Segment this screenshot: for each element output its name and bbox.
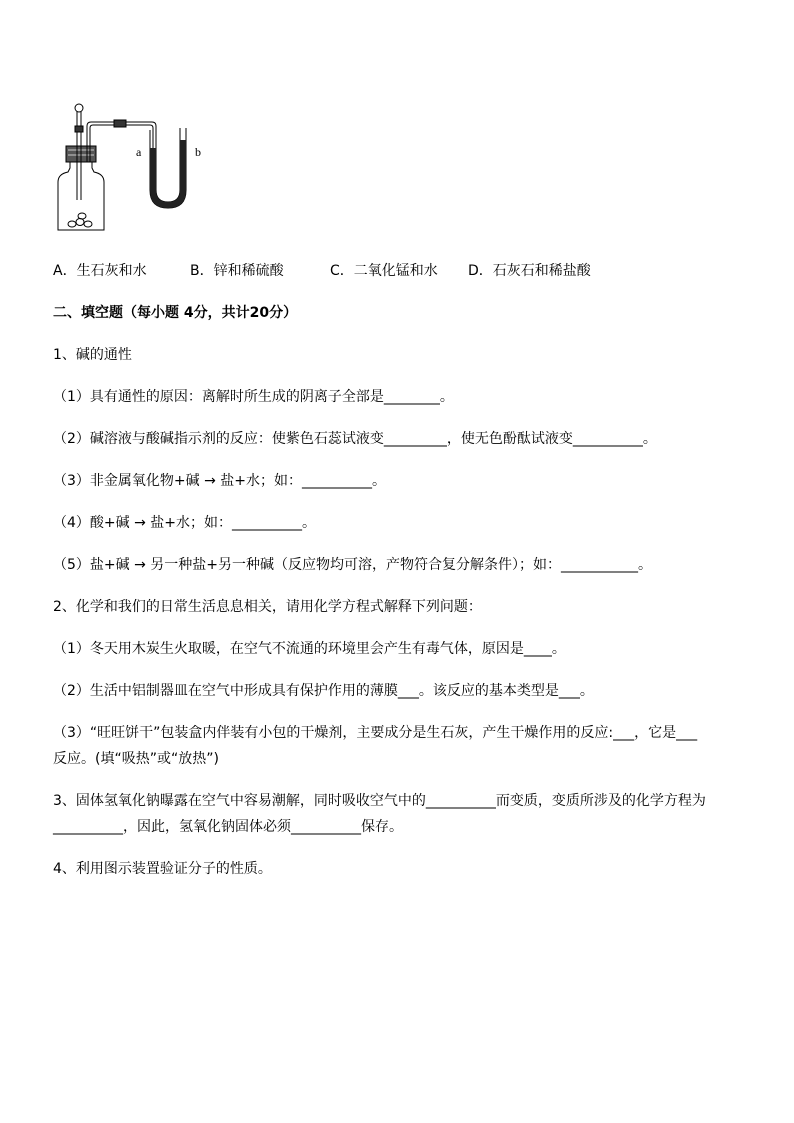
section-title: 二、填空题（每小题 4分，共计20分） — [53, 305, 298, 321]
q2-item-3: （3）“旺旺饼干”包装盒内伴装有小包的干燥剂，主要成分是生石灰，产生干燥作用的反应:___，它是___ — [53, 725, 698, 741]
option-a: A．生石灰和水 — [53, 263, 147, 279]
label-a: a — [136, 145, 142, 159]
apparatus-figure — [50, 100, 210, 235]
q4-title: 4、利用图示装置验证分子的性质。 — [53, 861, 272, 877]
q2-title: 2、化学和我们的日常生活息息相关，请用化学方程式解释下列问题： — [53, 599, 482, 615]
q1-item-2: （2）碱溶液与酸碱指示剂的反应：使紫色石蕊试液变_________，使无色酚酞试液变__________。 — [53, 431, 657, 447]
option-b: B．锌和稀硫酸 — [190, 263, 284, 279]
q1-item-5: （5）盐+碱 → 另一种盐+另一种碱（反应物均可溶，产物符合复分解条件）；如：___________。 — [53, 557, 652, 573]
q1-item-3: （3）非金属氧化物+碱 → 盐+水；如：__________。 — [53, 473, 386, 489]
q1-item-4: （4）酸+碱 → 盐+水；如：__________。 — [53, 515, 316, 531]
q3-line-2: __________，因此，氢氧化钠固体必须__________保存。 — [53, 819, 403, 835]
q1-title: 1、碱的通性 — [53, 347, 132, 363]
q3-line-1: 3、固体氢氧化钠曝露在空气中容易潮解，同时吸收空气中的__________而变质，变质所涉及的化学方程为 — [53, 793, 706, 809]
q2-item-3-cont: 反应。(填“吸热”或“放热”) — [53, 751, 219, 767]
q2-item-2: （2）生活中铝制器皿在空气中形成具有保护作用的薄膜___。该反应的基本类型是___。 — [53, 683, 594, 699]
q1-item-1: （1）具有通性的原因：离解时所生成的阴离子全部是________。 — [53, 389, 454, 405]
q2-item-1: （1）冬天用木炭生火取暖，在空气不流通的环境里会产生有毒气体，原因是____。 — [53, 641, 566, 657]
option-c: C．二氧化锰和水 — [330, 263, 438, 279]
label-b: b — [195, 145, 201, 159]
option-d: D．石灰石和稀盐酸 — [468, 263, 591, 279]
